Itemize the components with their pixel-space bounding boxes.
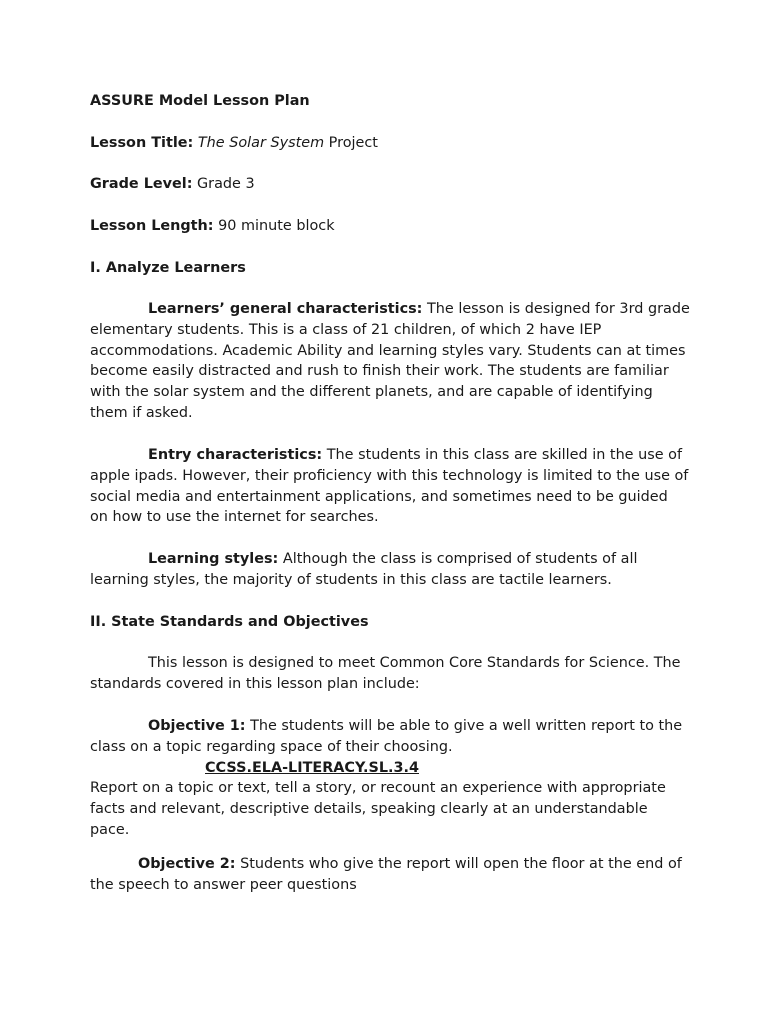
document-title [90, 91, 690, 112]
standards-intro-paragraph: This lesson is designed to meet Common Core Standards for Science. The standards covered in this lesson plan include: [90, 655, 681, 692]
lesson-title-line [90, 133, 690, 154]
section-heading-standards-objectives: II. State Standards and Objectives [90, 614, 369, 630]
objective-1-paragraph [90, 716, 690, 758]
lesson-title-rest: Project [324, 135, 378, 151]
general-characteristics-text: The lesson is designed for 3rd grade elementary students. This is a class of 21 children, of which 2 have IEP accommodations. Academic Ability and learning styles vary. Students can at times become easily distracted and rush to finish their work. The students are familiar with the solar system and the different planets, and are capable of identifying them if asked. [90, 301, 690, 421]
learning-styles-paragraph [90, 549, 690, 591]
standard-code-link[interactable]: CCSS.ELA-LITERACY.SL.3.4 [205, 760, 419, 776]
objective-1-label: Objective 1: [148, 718, 246, 734]
lesson-length-line [90, 216, 690, 237]
learning-styles-label: Learning styles: [148, 551, 279, 567]
lesson-length-label: Lesson Length: [90, 218, 214, 234]
general-characteristics-paragraph [90, 299, 690, 424]
entry-characteristics-label: Entry characteristics: [148, 447, 323, 463]
grade-level-value: Grade 3 [192, 176, 255, 192]
section-heading-analyze-learners: I. Analyze Learners [90, 260, 246, 276]
grade-level-label: Grade Level: [90, 176, 193, 192]
lesson-length-value: 90 minute block [213, 218, 335, 234]
objective-2-text: Students who give the report will open the floor at the end of the speech to answer peer questions [90, 856, 682, 893]
standard-description-paragraph: Report on a topic or text, tell a story, or recount an experience with appropriate facts and relevant, descriptive details, speaking clearly at an understandable pace. [90, 780, 666, 838]
objective-2-paragraph [90, 854, 690, 896]
learning-styles-text: Although the class is comprised of students of all learning styles, the majority of students in this class are tactile learners. [90, 551, 638, 588]
lesson-title-label: Lesson Title: [90, 135, 194, 151]
entry-characteristics-paragraph [90, 445, 690, 528]
entry-characteristics-text: The students in this class are skilled in the use of apple ipads. However, their proficiency with this technology is limited to the use of social media and entertainment applications, and sometimes need to be guided on how to use the internet for searches. [90, 447, 689, 526]
general-characteristics-label: Learners’ general characteristics: [148, 301, 423, 317]
lesson-title-italic: The Solar System [197, 135, 325, 151]
objective-2-label: Objective 2: [138, 856, 236, 872]
objective-1-text: The students will be able to give a well written report to the class on a topic regarding space of their choosing. [90, 718, 683, 755]
document-title-text: ASSURE Model Lesson Plan [90, 93, 310, 109]
grade-level-line [90, 174, 690, 195]
